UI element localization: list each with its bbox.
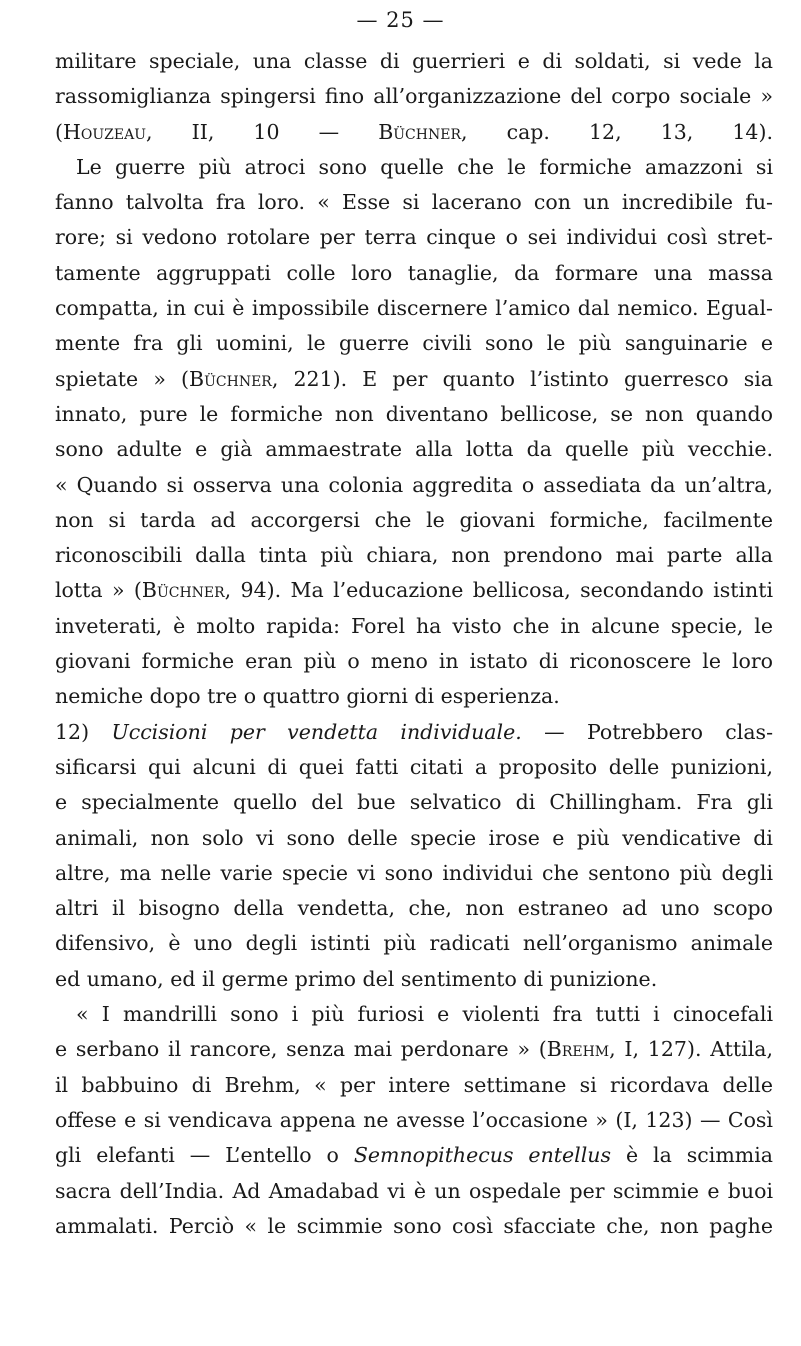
text-line: difensivo, è uno degli istinti più radicati nell’organismo animale bbox=[55, 931, 773, 956]
text-line: sificarsi qui alcuni di quei fatti citati a proposito delle punizioni, bbox=[55, 754, 773, 779]
text-segment: 12) bbox=[55, 719, 112, 744]
italic-text: Uccisioni per vendetta individuale. bbox=[111, 719, 522, 744]
text-line: rassomiglianza spingersi fino all’organizzazione del corpo sociale » bbox=[55, 84, 773, 109]
text-line: sacra dell’India. Ad Amadabad vi è un ospedale per scimmie e buoi bbox=[55, 1178, 773, 1203]
text-line: e specialmente quello del bue selvatico di Chillingham. Fra gli bbox=[55, 790, 773, 815]
text-line: tamente aggruppati colle loro tanaglie, da formare una massa bbox=[55, 260, 773, 285]
text-line: il babbuino di Brehm, « per intere settimane si ricordava delle bbox=[55, 1072, 773, 1097]
text-line: rore; si vedono rotolare per terra cinque o sei individui così stret- bbox=[55, 225, 773, 250]
text-segment: , cap. 12, 13, 14). bbox=[460, 119, 773, 144]
text-line: nemiche dopo tre o quattro giorni di esperienza. bbox=[55, 684, 560, 709]
text-line: inveterati, è molto rapida: Forel ha visto che in alcune specie, le bbox=[55, 613, 773, 638]
text-segment: spietate » ( bbox=[55, 366, 190, 391]
body-text bbox=[55, 44, 773, 1244]
text-line: altri il bisogno della vendetta, che, non estraneo ad uno scopo bbox=[55, 896, 773, 921]
author-citation: Büchner bbox=[189, 366, 272, 391]
text-line: animali, non solo vi sono delle specie irose e più vendicative di bbox=[55, 825, 773, 850]
text-line bbox=[55, 1032, 773, 1067]
author-citation: Büchner bbox=[141, 578, 225, 603]
text-line: innato, pure le formiche non diventano bellicose, se non quando bbox=[55, 401, 773, 426]
text-line bbox=[55, 1138, 773, 1173]
text-line bbox=[55, 115, 773, 150]
text-segment: — Potrebbero clas- bbox=[521, 719, 773, 744]
text-line: ammalati. Perciò « le scimmie sono così sfacciate che, non paghe bbox=[55, 1213, 773, 1238]
text-segment: e serbano il rancore, senza mai perdonare » ( bbox=[55, 1037, 547, 1062]
text-line: mente fra gli uomini, le guerre civili sono le più sanguinarie e bbox=[55, 331, 773, 356]
text-line bbox=[55, 715, 773, 750]
text-segment: ( bbox=[55, 119, 63, 144]
text-line: ed umano, ed il germe primo del sentimento di punizione. bbox=[55, 966, 658, 991]
text-line: altre, ma nelle varie specie vi sono individui che sentono più degli bbox=[55, 860, 773, 885]
text-segment: gli elefanti — L’entello o bbox=[55, 1143, 354, 1168]
text-line bbox=[55, 362, 773, 397]
text-line: « Quando si osserva una colonia aggredita o assediata da un’altra, bbox=[55, 472, 773, 497]
author-citation: Houzeau bbox=[63, 119, 147, 144]
text-line: offese e si vendicava appena ne avesse l’occasione » (I, 123) — Così bbox=[55, 1107, 773, 1132]
text-segment: , 221). E per quanto l’istinto guerresco sia bbox=[271, 366, 773, 391]
text-line: « I mandrilli sono i più furiosi e violenti fra tutti i cinocefali bbox=[76, 1002, 773, 1027]
text-line: non si tarda ad accorgersi che le giovani formiche, facilmente bbox=[55, 507, 773, 532]
italic-text: Semnopithecus entellus bbox=[353, 1143, 611, 1168]
text-line: compatta, in cui è impossibile discernere l’amico dal nemico. Egual- bbox=[55, 296, 773, 321]
text-line: fanno talvolta fra loro. « Esse si lacerano con un incredibile fu- bbox=[55, 190, 773, 215]
text-line: sono adulte e già ammaestrate alla lotta da quelle più vecchie. bbox=[55, 437, 773, 462]
text-line: giovani formiche eran più o meno in istato di riconoscere le loro bbox=[55, 649, 773, 674]
author-citation: Büchner bbox=[378, 119, 461, 144]
text-segment: lotta » ( bbox=[55, 578, 142, 603]
author-citation: Brehm bbox=[546, 1037, 610, 1062]
text-segment: , I, 127). Attila, bbox=[609, 1037, 773, 1062]
page-number: — 25 — bbox=[356, 8, 445, 32]
text-line: Le guerre più atroci sono quelle che le formiche amazzoni si bbox=[76, 154, 773, 179]
text-line: militare speciale, una classe di guerrieri e di soldati, si vede la bbox=[55, 49, 773, 73]
text-segment: , 94). Ma l’educazione bellicosa, secondando istinti bbox=[224, 578, 773, 603]
text-line bbox=[55, 573, 773, 608]
text-line: riconoscibili dalla tinta più chiara, non prendono mai parte alla bbox=[55, 543, 773, 568]
text-segment: , II, 10 — bbox=[146, 119, 379, 144]
text-segment: è la scimmia bbox=[610, 1143, 773, 1168]
